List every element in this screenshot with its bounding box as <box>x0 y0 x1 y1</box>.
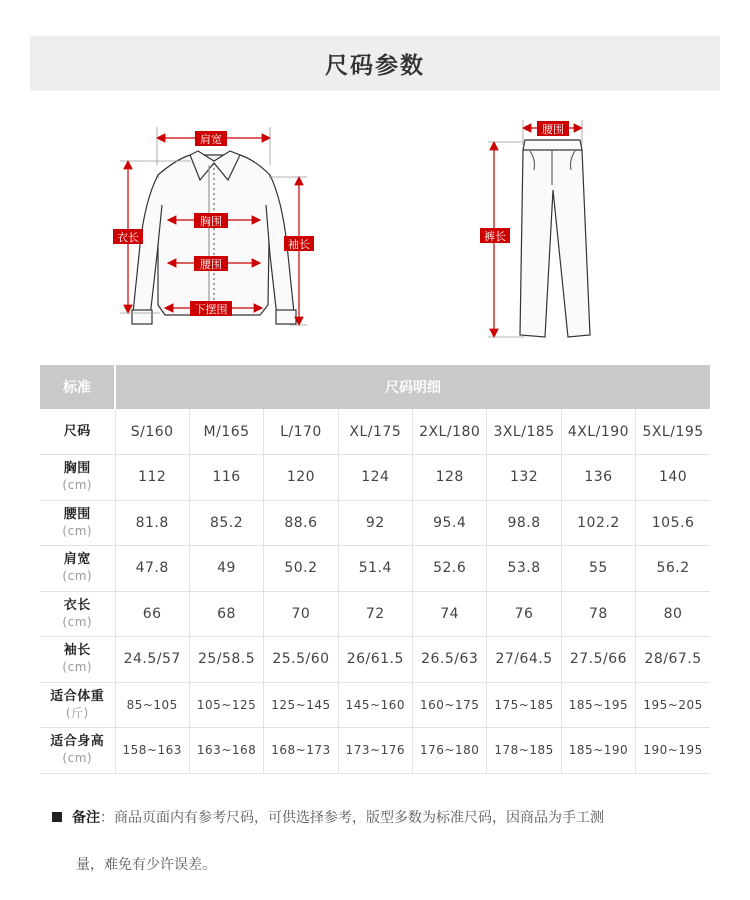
table-cell: 72 <box>338 591 412 637</box>
shirt-hem-label: 下摆围 <box>194 303 228 316</box>
table-cell: 145~160 <box>338 682 412 728</box>
note-bullet <box>52 812 62 822</box>
row-label: 袖长 <box>63 643 91 659</box>
row-label: 腰围 <box>63 506 91 522</box>
table-cell: 27.5/66 <box>561 637 635 683</box>
table-cell: 92 <box>338 500 412 546</box>
table-cell: 173~176 <box>338 728 412 774</box>
table-cell: 70 <box>264 591 338 637</box>
table-cell: 112 <box>115 455 189 501</box>
table-row <box>40 409 710 455</box>
table-row <box>40 728 710 774</box>
table-cell: 5XL/195 <box>636 409 710 455</box>
title-bar <box>30 36 720 91</box>
measurement-diagram <box>0 105 750 360</box>
table-cell: 136 <box>561 455 635 501</box>
table-header-row <box>40 365 710 409</box>
table-cell: 66 <box>115 591 189 637</box>
table-cell: 53.8 <box>487 546 561 592</box>
table-cell: 4XL/190 <box>561 409 635 455</box>
table-cell: 124 <box>338 455 412 501</box>
table-cell: 178~185 <box>487 728 561 774</box>
table-cell: 185~190 <box>561 728 635 774</box>
row-unit: (cm) <box>62 523 93 538</box>
row-unit: (cm) <box>62 478 93 493</box>
header-standard: 标准 <box>40 365 115 409</box>
row-label: 适合体重 <box>50 688 105 704</box>
table-cell: 102.2 <box>561 500 635 546</box>
table-cell: 88.6 <box>264 500 338 546</box>
table-cell: 120 <box>264 455 338 501</box>
table-cell: 125~145 <box>264 682 338 728</box>
row-header <box>40 728 115 774</box>
table-cell: 195~205 <box>636 682 710 728</box>
table-cell: 78 <box>561 591 635 637</box>
table-cell: 105~125 <box>189 682 263 728</box>
table-cell: 176~180 <box>413 728 487 774</box>
table-cell: 190~195 <box>636 728 710 774</box>
table-cell: 26.5/63 <box>413 637 487 683</box>
table-cell: 158~163 <box>115 728 189 774</box>
row-header <box>40 500 115 546</box>
table-cell: 81.8 <box>115 500 189 546</box>
table-cell: 80 <box>636 591 710 637</box>
table-cell: 26/61.5 <box>338 637 412 683</box>
table-cell: L/170 <box>264 409 338 455</box>
table-row <box>40 682 710 728</box>
row-label: 胸围 <box>63 461 91 477</box>
table-cell: 85~105 <box>115 682 189 728</box>
note <box>52 795 712 889</box>
table-cell: 140 <box>636 455 710 501</box>
table-cell: 116 <box>189 455 263 501</box>
table-cell: 3XL/185 <box>487 409 561 455</box>
table-cell: 50.2 <box>264 546 338 592</box>
shirt-length-label: 衣长 <box>117 231 139 244</box>
row-label: 肩宽 <box>63 552 91 568</box>
table-cell: 68 <box>189 591 263 637</box>
table-cell: S/160 <box>115 409 189 455</box>
table-cell: 2XL/180 <box>413 409 487 455</box>
table-cell: 51.4 <box>338 546 412 592</box>
size-table <box>40 365 710 774</box>
table-cell: 55 <box>561 546 635 592</box>
table-cell: 76 <box>487 591 561 637</box>
row-label: 适合身高 <box>50 734 105 750</box>
table-cell: 105.6 <box>636 500 710 546</box>
note-text-1: ：商品页面内有参考尺码，可供选择参考，版型多数为标准尺码，因商品为手工测 <box>100 810 604 826</box>
pants-length-label: 裤长 <box>484 230 506 243</box>
table-cell: 163~168 <box>189 728 263 774</box>
table-cell: 128 <box>413 455 487 501</box>
table-cell: 95.4 <box>413 500 487 546</box>
row-header <box>40 591 115 637</box>
page-title: 尺码参数 <box>325 53 425 79</box>
row-unit: (cm) <box>62 614 93 629</box>
table-cell: 49 <box>189 546 263 592</box>
row-unit: (斤) <box>65 705 89 720</box>
table-cell: M/165 <box>189 409 263 455</box>
row-label: 尺码 <box>63 424 91 439</box>
table-row <box>40 637 710 683</box>
table-cell: XL/175 <box>338 409 412 455</box>
table-cell: 27/64.5 <box>487 637 561 683</box>
table-cell: 52.6 <box>413 546 487 592</box>
table-row <box>40 455 710 501</box>
row-header <box>40 682 115 728</box>
row-label: 衣长 <box>63 597 91 613</box>
note-line-2: 量，难免有少许误差。 <box>76 857 216 873</box>
row-header <box>40 546 115 592</box>
table-body <box>40 409 710 773</box>
table-cell: 25/58.5 <box>189 637 263 683</box>
shirt-chest-label: 胸围 <box>200 215 222 228</box>
table-cell: 74 <box>413 591 487 637</box>
header-size-detail: 尺码明细 <box>115 365 710 409</box>
table-row <box>40 500 710 546</box>
note-label: 备注 <box>72 810 100 826</box>
table-row <box>40 591 710 637</box>
note-line-1 <box>52 795 712 842</box>
row-unit: (cm) <box>62 569 93 584</box>
table-cell: 25.5/60 <box>264 637 338 683</box>
table-cell: 47.8 <box>115 546 189 592</box>
table-cell: 56.2 <box>636 546 710 592</box>
table-cell: 98.8 <box>487 500 561 546</box>
table-cell: 185~195 <box>561 682 635 728</box>
pants-drawing <box>520 140 590 337</box>
table-cell: 175~185 <box>487 682 561 728</box>
shirt-waist-label: 腰围 <box>200 258 222 271</box>
table-row <box>40 546 710 592</box>
table-cell: 168~173 <box>264 728 338 774</box>
row-header <box>40 409 115 455</box>
row-header <box>40 637 115 683</box>
shirt-sleeve-label: 袖长 <box>288 238 310 251</box>
table-cell: 132 <box>487 455 561 501</box>
table-cell: 24.5/57 <box>115 637 189 683</box>
shirt-shoulder-label: 肩宽 <box>200 133 222 146</box>
row-header <box>40 455 115 501</box>
table-cell: 160~175 <box>413 682 487 728</box>
row-unit: (cm) <box>62 751 93 766</box>
row-unit: (cm) <box>62 660 93 675</box>
pants-waist-label: 腰围 <box>542 123 564 136</box>
table-cell: 28/67.5 <box>636 637 710 683</box>
table-cell: 85.2 <box>189 500 263 546</box>
